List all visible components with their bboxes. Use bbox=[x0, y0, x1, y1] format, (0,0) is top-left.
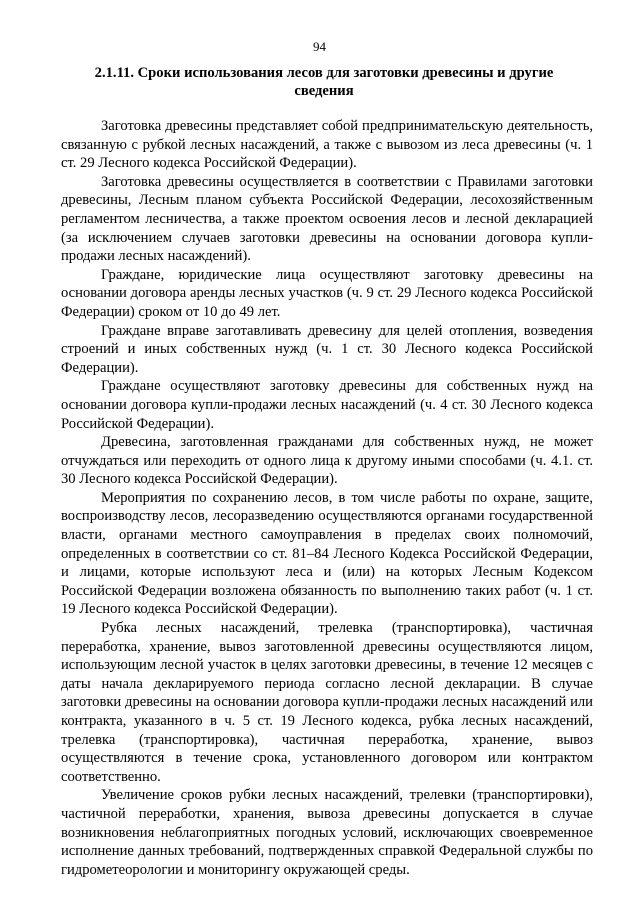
paragraph: Рубка лесных насаждений, трелевка (транспортировка), частичная переработка, хранение, вывоз заготовленной древесины осуществляются лицом, использующим лесной участок в целях заготовки древесины, в течение 12 месяцев с даты начала декларируемого периода согласно лесной декларации. В случае заготовки древесины на основании договора купли-продажи лесных насаждений или контракта, указанного в ч. 5 ст. 19 Лесного кодекса, рубка лесных насаждений, трелевка (транспортировка), частичная переработка, хранение, вывоз осуществляются в течение срока, установленного договором или контрактом соответственно. bbox=[61, 620, 593, 785]
paragraph: Заготовка древесины осуществляется в соответствии с Правилами заготовки древесины, Лесным планом субъекта Российской Федерации, лесохозяйственным регламентом лесничества, а также проектом освоения лесов и лесной декларацией (за исключением случаев заготовки древесины на основании договора купли-продажи лесных насаждений). bbox=[61, 173, 593, 265]
paragraph: Увеличение сроков рубки лесных насаждений, трелевки (транспортировки), частичной переработки, хранения, вывоза древесины допускается в случае возникновения неблагоприятных погодных условий, исключающих своевременное исполнение данных требований, подтвержденных справкой Федеральной службы по гидрометеорологии и мониторингу окружающей среды. bbox=[61, 787, 593, 878]
paragraph: Мероприятия по сохранению лесов, в том числе работы по охране, защите, воспроизводству лесов, лесоразведению осуществляются органами государственной власти, органами местного самоуправления в пределах своих полномочий, определенных в соответствии со ст. 81–84 Лесного Кодекса Российской Федерации, и лицами, которые используют леса и (или) на которых Лесным Кодексом Российской Федерации возложена обязанность по выполнению таких работ (ч. 1 ст. 19 Лесного кодекса Российской Федерации). bbox=[61, 489, 593, 618]
section-heading: 2.1.11. Сроки использования лесов для заготовки древесины и другие сведения bbox=[94, 65, 554, 99]
paragraph: Граждане вправе заготавливать древесину для целей отопления, возведения строений и иных собственных нужд (ч. 1 ст. 30 Лесного кодекса Российской Федерации). bbox=[61, 322, 593, 376]
paragraph: Граждане осуществляют заготовку древесины для собственных нужд на основании договора купли-продажи лесных насаждений (ч. 4 ст. 30 Лесного кодекса Российской Федерации). bbox=[61, 378, 593, 432]
body-text bbox=[61, 117, 593, 879]
paragraph: Граждане, юридические лица осуществляют заготовку древесины на основании договора аренды лесных участков (ч. 9 ст. 29 Лесного кодекса Российской Федерации) сроком от 10 до 49 лет. bbox=[61, 266, 593, 320]
paragraph: Заготовка древесины представляет собой предпринимательскую деятельность, связанную с рубкой лесных насаждений, а также с вывозом из леса древесины (ч. 1 ст. 29 Лесного кодекса Российской Федерации). bbox=[61, 118, 593, 172]
page-number: 94 bbox=[313, 39, 326, 54]
paragraph: Древесина, заготовленная гражданами для собственных нужд, не может отчуждаться или переходить от одного лица к другому иными способами (ч. 4.1. ст. 30 Лесного кодекса Российской Федерации). bbox=[61, 434, 593, 488]
